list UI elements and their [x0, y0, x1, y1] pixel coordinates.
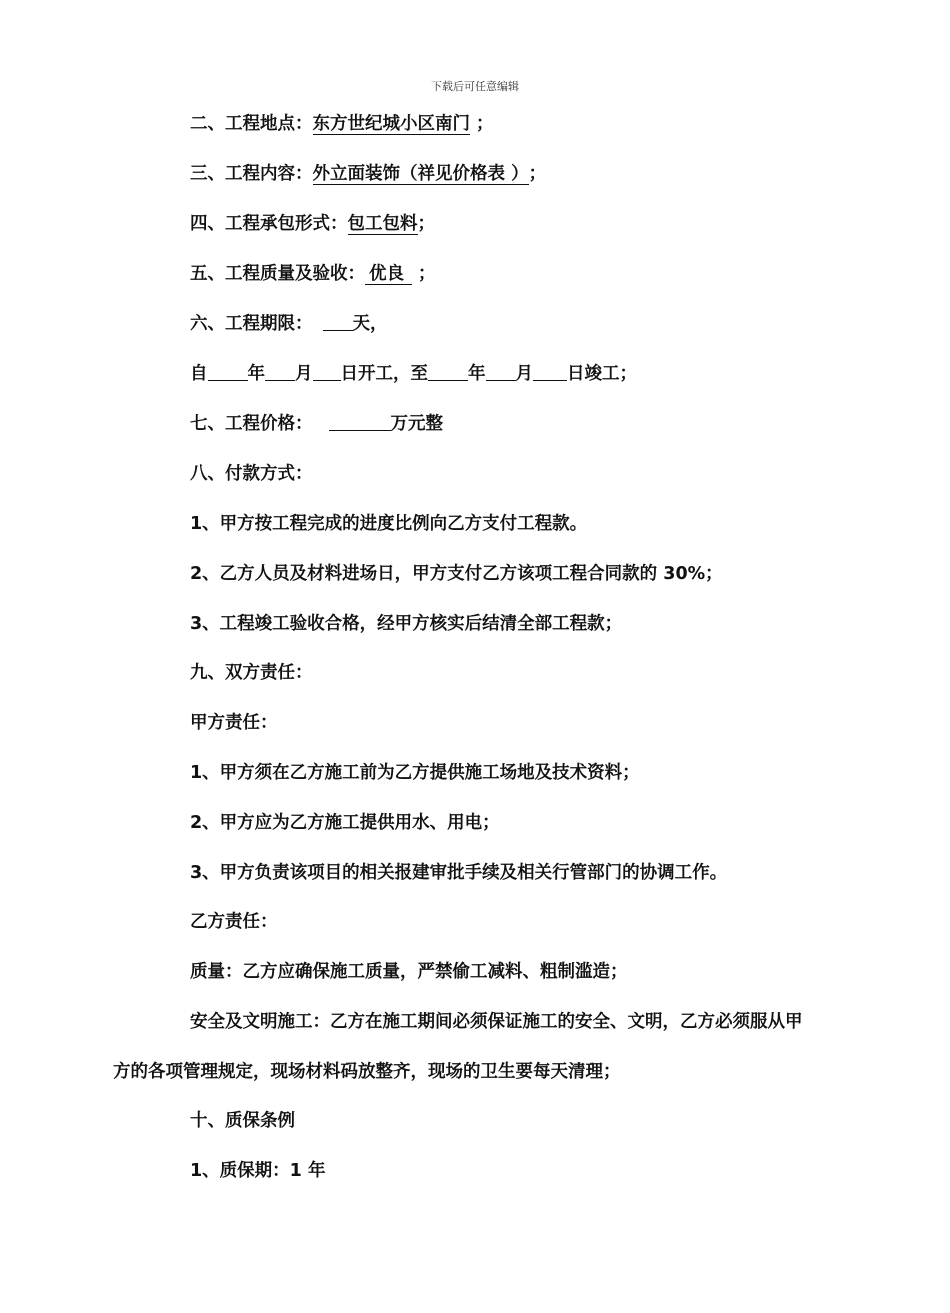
clause-responsibilities-title: 九、双方责任：: [190, 663, 313, 683]
payment-item-1: 1、甲方按工程完成的进度比例向乙方支付工程款。: [190, 514, 588, 534]
clause-suffix: ；: [528, 164, 547, 184]
warranty-item-1: 1、质保期：1 年: [190, 1161, 326, 1181]
end-year-blank: [428, 362, 468, 381]
party-b-safety-continued: 方的各项管理规定，现场材料码放整齐，现场的卫生要每天清理；: [113, 1062, 621, 1082]
clause-label: 二、工程地点：: [190, 114, 313, 134]
party-a-item-1: 1、甲方须在乙方施工前为乙方提供施工场地及技术资料；: [190, 763, 640, 783]
clause-label: 七、工程价格：: [190, 414, 313, 434]
contract-type-value: 包工包料: [347, 214, 418, 234]
clause-contract-type: [190, 212, 435, 236]
date-text: 日竣工；: [567, 364, 637, 384]
location-value: 东方世纪城小区南门: [312, 114, 470, 134]
party-b-safety: 安全及文明施工：乙方在施工期间必须保证施工的安全、文明，乙方必须服从甲: [190, 1012, 803, 1032]
clause-suffix: 天，: [352, 314, 388, 334]
price-blank: [329, 412, 391, 431]
date-text: 日开工，至: [340, 364, 428, 384]
payment-item-2: 2、乙方人员及材料进场日，甲方支付乙方该项工程合同款的 30%；: [190, 564, 723, 584]
clause-label: 三、工程内容：: [190, 164, 313, 184]
start-day-blank: [313, 362, 341, 381]
page-header: 下载后可任意编辑: [431, 80, 519, 93]
clause-payment-title: 八、付款方式：: [190, 464, 313, 484]
end-month-blank: [486, 362, 516, 381]
start-month-blank: [265, 362, 295, 381]
payment-item-3: 3、工程竣工验收合格，经甲方核实后结清全部工程款；: [190, 614, 623, 634]
duration-blank: [323, 312, 353, 331]
clause-suffix: ；: [417, 214, 435, 234]
clause-label: 五、工程质量及验收：: [190, 264, 365, 284]
start-year-blank: [208, 362, 248, 381]
clause-label: 四、工程承包形式：: [190, 214, 348, 234]
clause-price: [190, 412, 443, 436]
quality-value: 优良: [365, 264, 412, 285]
party-b-quality: 质量：乙方应确保施工质量，严禁偷工减料、粗制滥造；: [190, 962, 628, 982]
content-value: 外立面装饰（祥见价格表 ）: [312, 164, 529, 184]
clause-quality: [190, 262, 436, 286]
date-text: 年: [247, 364, 265, 384]
date-text: 月: [295, 364, 313, 384]
party-a-title: 甲方责任：: [190, 713, 278, 733]
clause-dates: [190, 362, 637, 386]
date-text: 自: [190, 364, 208, 384]
clause-content: [190, 162, 546, 186]
clause-location: [190, 112, 494, 136]
date-text: 年: [468, 364, 486, 384]
clause-suffix: ；: [418, 264, 436, 284]
date-text: 月: [515, 364, 533, 384]
party-b-title: 乙方责任：: [190, 912, 278, 932]
party-a-item-2: 2、甲方应为乙方施工提供用水、用电；: [190, 813, 500, 833]
clause-duration: [190, 312, 388, 336]
end-day-blank: [533, 362, 567, 381]
clause-suffix: ；: [476, 114, 494, 134]
clause-label: 六、工程期限：: [190, 314, 313, 334]
clause-warranty-title: 十、质保条例: [190, 1111, 295, 1131]
clause-suffix: 万元整: [390, 414, 443, 434]
party-a-item-3: 3、甲方负责该项目的相关报建审批手续及相关行管部门的协调工作。: [190, 863, 728, 883]
